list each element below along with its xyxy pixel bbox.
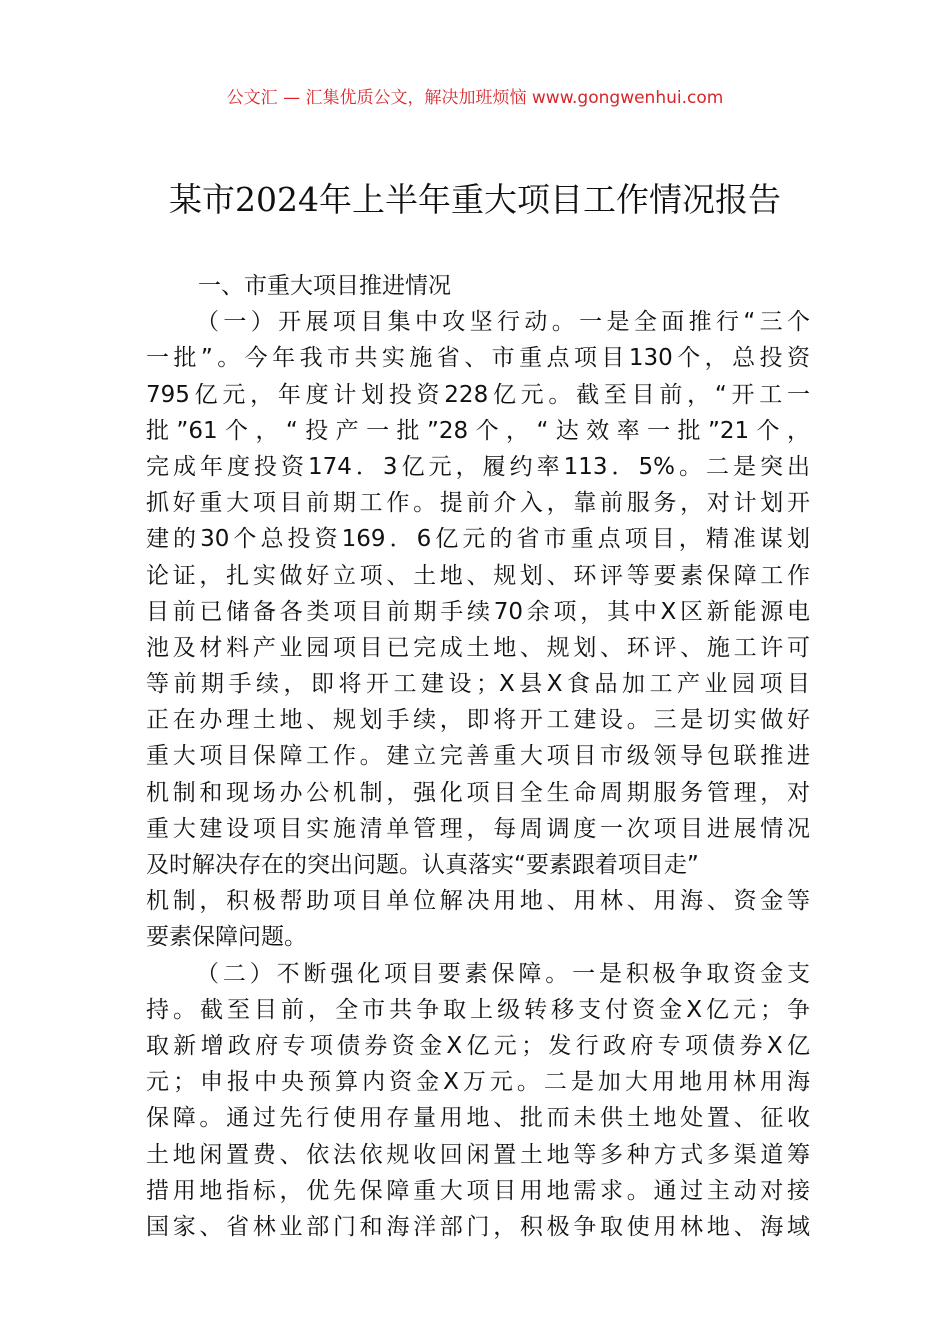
paragraph-line: 重大建设项目实施清单管理，每周调度一次项目进展情况: [146, 815, 810, 842]
paragraph-line: 措用地指标，优先保障重大项目用地需求。通过主动对接: [146, 1177, 810, 1204]
paragraph-line: 机制，积极帮助项目单位解决用地、用林、用海、资金等: [146, 888, 810, 915]
document-body: [146, 268, 810, 1245]
paragraph-line: 抓好重大项目前期工作。提前介入，靠前服务，对计划开: [146, 490, 810, 517]
paragraph-line: 机制和现场办公机制，强化项目全生命周期服务管理，对: [146, 779, 810, 806]
paragraph-line: 元；申报中央预算内资金X万元。二是加大用地用林用海: [146, 1069, 810, 1096]
document-title: 某市2024年上半年重大项目工作情况报告: [169, 180, 781, 219]
paragraph-line: 795亿元，年度计划投资228亿元。截至目前，“开工一: [146, 381, 810, 408]
paragraph-line: （一）开展项目集中攻坚行动。一是全面推行“三个: [196, 309, 810, 336]
paragraph-line: 建的30个总投资169．6亿元的省市重点项目，精准谋划: [146, 526, 810, 553]
paragraph-line: （二）不断强化项目要素保障。一是积极争取资金支: [196, 960, 810, 987]
section-heading: 一、市重大项目推进情况: [198, 273, 451, 299]
paragraph-line: 批”61个，“投产一批”28个，“达效率一批”21个，: [146, 417, 810, 444]
paragraph-line: 持。截至目前，全市共争取上级转移支付资金X亿元；争: [146, 996, 810, 1023]
paragraph-line: 要素保障问题。: [146, 924, 307, 951]
paragraph-line: 土地闲置费、依法依规收回闲置土地等多种方式多渠道筹: [146, 1141, 810, 1168]
paragraph-line: 及时解决存在的突出问题。认真落实“要素跟着项目走”: [146, 852, 699, 878]
paragraph-line: 正在办理土地、规划手续，即将开工建设。三是切实做好: [146, 707, 810, 734]
paragraph-line: 一批”。今年我市共实施省、市重点项目130个，总投资: [146, 345, 810, 372]
header-banner: 公文汇 — 汇集优质公文，解决加班烦恼 www.gongwenhui.com: [226, 88, 724, 108]
paragraph-line: 论证，扎实做好立项、土地、规划、环评等要素保障工作: [146, 562, 810, 589]
paragraph-line: 重大项目保障工作。建立完善重大项目市级领导包联推进: [146, 743, 810, 770]
paragraph-line: 保障。通过先行使用存量用地、批而未供土地处置、征收: [146, 1105, 810, 1132]
paragraph-line: 完成年度投资174．3亿元，履约率113．5%。二是突出: [146, 453, 810, 480]
paragraph-line: 池及材料产业园项目已完成土地、规划、环评、施工许可: [146, 634, 810, 661]
paragraph-line: 取新增政府专项债券资金X亿元；发行政府专项债券X亿: [146, 1032, 810, 1059]
paragraph-line: 等前期手续，即将开工建设；X县X食品加工产业园项目: [146, 671, 810, 698]
paragraph-line: 目前已储备各类项目前期手续70余项，其中X区新能源电: [146, 598, 810, 625]
paragraph-line: 国家、省林业部门和海洋部门，积极争取使用林地、海域: [146, 1213, 810, 1240]
